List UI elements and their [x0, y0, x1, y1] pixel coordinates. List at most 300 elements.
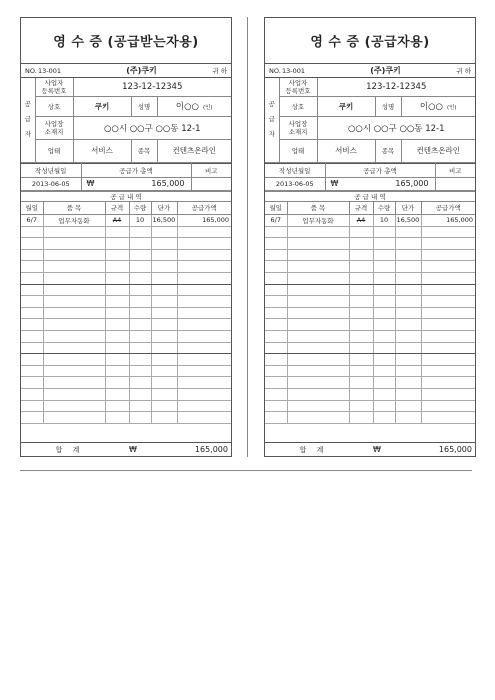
item-cell-2 — [349, 272, 373, 284]
item-row — [265, 215, 475, 227]
sum-row — [21, 442, 231, 456]
biz-name-label: 상호 — [279, 96, 317, 116]
item-cell-4 — [395, 412, 421, 424]
item-cell-1 — [287, 342, 349, 354]
item-cell-1 — [287, 400, 349, 412]
item-cell-0 — [265, 388, 287, 400]
item-cell-5 — [177, 272, 231, 284]
summary-table — [265, 163, 475, 191]
item-cell-4 — [395, 238, 421, 250]
address: ○○시 ○○구 ○○동 12-1 — [73, 116, 231, 139]
item-row — [21, 272, 231, 284]
item-cell-4 — [151, 261, 177, 273]
item-row — [265, 272, 475, 284]
item-row — [265, 249, 475, 261]
item-cell-3 — [373, 272, 395, 284]
item-cell-1 — [43, 342, 105, 354]
item-cell-0 — [265, 319, 287, 331]
total-col-header: 공급가 총액 — [81, 163, 191, 177]
item-cell-2 — [105, 272, 129, 284]
item-cell-2 — [105, 261, 129, 273]
item-cell-1 — [287, 377, 349, 389]
item-cell-5 — [421, 307, 475, 319]
item-cell-0 — [21, 400, 43, 412]
biz-item: 컨텐츠온라인 — [401, 139, 475, 162]
type-label: 업태 — [35, 139, 73, 162]
item-cell-3 — [129, 388, 151, 400]
item-cell-1 — [43, 249, 105, 261]
item-cell-1 — [287, 296, 349, 308]
item-cell-1 — [43, 296, 105, 308]
receipt-title: 영 수 증 (공급받는자용) — [21, 18, 231, 64]
item-cell-1 — [43, 388, 105, 400]
currency-symbol: ₩ — [86, 179, 95, 188]
reg-number: 123-12-12345 — [317, 78, 475, 96]
item-cell-0 — [21, 307, 43, 319]
items-col-header: 월일 — [265, 202, 287, 215]
item-cell-3 — [129, 226, 151, 238]
item-cell-4 — [151, 342, 177, 354]
note-col-header: 비고 — [435, 163, 475, 177]
items-table — [265, 202, 475, 424]
item-cell-4 — [395, 330, 421, 342]
item-cell-1: 업무자동화 — [287, 215, 349, 227]
reg-number: 123-12-12345 — [73, 78, 231, 96]
item-cell-4 — [151, 400, 177, 412]
item-row — [265, 377, 475, 389]
item-cell-0 — [21, 261, 43, 273]
address: ○○시 ○○구 ○○동 12-1 — [317, 116, 475, 139]
item-cell-1 — [287, 307, 349, 319]
item-cell-3: 10 — [129, 215, 151, 227]
item-row — [265, 296, 475, 308]
item-cell-3 — [129, 272, 151, 284]
item-row — [21, 377, 231, 389]
item-cell-0 — [21, 412, 43, 424]
addr-label: 사업장 소재지 — [279, 116, 317, 139]
item-cell-5 — [421, 342, 475, 354]
item-cell-4 — [151, 296, 177, 308]
item-cell-5 — [177, 296, 231, 308]
item-cell-2 — [349, 284, 373, 296]
sum-label: 합 계 — [55, 445, 84, 454]
item-cell-0 — [21, 342, 43, 354]
item-cell-0 — [21, 388, 43, 400]
item-cell-0 — [265, 238, 287, 250]
rep-label: 성명 — [131, 96, 157, 116]
item-cell-2 — [105, 319, 129, 331]
item-cell-3 — [373, 226, 395, 238]
item-cell-4 — [395, 226, 421, 238]
receipt-number: 13-001 — [282, 66, 306, 75]
currency-symbol: ₩ — [330, 179, 339, 188]
item-cell-0 — [265, 226, 287, 238]
receipt-title: 영 수 증 (공급자용) — [265, 18, 475, 64]
item-cell-1 — [287, 284, 349, 296]
item-cell-5 — [177, 365, 231, 377]
item-cell-2: A4 — [349, 215, 373, 227]
item-row — [265, 238, 475, 250]
item-row — [21, 284, 231, 296]
item-cell-0 — [265, 307, 287, 319]
item-cell-2 — [105, 307, 129, 319]
item-cell-0 — [21, 272, 43, 284]
item-cell-4 — [151, 307, 177, 319]
buyer-name: (주)쿠키 — [370, 66, 401, 75]
item-cell-1 — [287, 249, 349, 261]
item-cell-5 — [421, 272, 475, 284]
item-cell-3 — [129, 296, 151, 308]
receipt-left — [20, 17, 232, 457]
item-cell-5 — [177, 388, 231, 400]
item-cell-2 — [105, 226, 129, 238]
supplier-table — [21, 78, 231, 163]
item-cell-3 — [129, 342, 151, 354]
item-cell-4 — [395, 272, 421, 284]
item-cell-4 — [151, 377, 177, 389]
item-cell-2 — [105, 400, 129, 412]
item-row — [21, 365, 231, 377]
item-cell-2 — [105, 365, 129, 377]
item-cell-0 — [265, 354, 287, 366]
honorific: 귀 하 — [212, 67, 227, 75]
item-cell-0 — [265, 249, 287, 261]
item-cell-3 — [129, 365, 151, 377]
item-cell-0 — [21, 319, 43, 331]
item-cell-5 — [177, 412, 231, 424]
item-cell-5 — [421, 354, 475, 366]
item-cell-3 — [373, 249, 395, 261]
cut-line — [20, 470, 472, 471]
item-cell-3 — [373, 319, 395, 331]
buyer-name: (주)쿠키 — [126, 66, 157, 75]
item-cell-2 — [349, 388, 373, 400]
receipt-number-line — [265, 64, 475, 78]
items-col-header: 규격 — [105, 202, 129, 215]
item-cell-1 — [43, 354, 105, 366]
item-cell-4 — [151, 238, 177, 250]
total-amount: 165,000 — [151, 179, 185, 188]
item-cell-2 — [105, 342, 129, 354]
items-col-header: 단가 — [395, 202, 421, 215]
item-cell-3 — [373, 307, 395, 319]
item-cell-5 — [421, 261, 475, 273]
no-label: NO. — [269, 66, 281, 75]
items-col-header: 규격 — [349, 202, 373, 215]
issue-date: 2013-06-05 — [21, 177, 81, 190]
item-cell-2: A4 — [105, 215, 129, 227]
rep-name: 이○○ — [419, 102, 443, 112]
item-cell-5 — [177, 400, 231, 412]
item-row — [21, 249, 231, 261]
item-cell-4 — [151, 284, 177, 296]
item-cell-1 — [287, 330, 349, 342]
item-cell-4 — [151, 354, 177, 366]
item-row — [21, 307, 231, 319]
item-cell-2 — [349, 226, 373, 238]
item-cell-5 — [421, 226, 475, 238]
item-cell-4 — [395, 400, 421, 412]
item-cell-2 — [349, 354, 373, 366]
items-col-header: 수량 — [129, 202, 151, 215]
item-cell-3 — [129, 330, 151, 342]
items-col-header: 품 목 — [287, 202, 349, 215]
note-value — [191, 177, 231, 190]
center-divider — [247, 17, 248, 457]
item-cell-4 — [151, 319, 177, 331]
item-cell-3 — [129, 238, 151, 250]
item-cell-4 — [395, 388, 421, 400]
item-cell-0 — [21, 238, 43, 250]
items-table — [21, 202, 231, 424]
item-cell-1 — [287, 261, 349, 273]
item-cell-4 — [395, 377, 421, 389]
item-row — [21, 238, 231, 250]
item-cell-0 — [21, 284, 43, 296]
item-cell-2 — [105, 330, 129, 342]
biz-type: 서비스 — [73, 139, 131, 162]
item-cell-1 — [43, 272, 105, 284]
item-cell-4 — [151, 226, 177, 238]
item-cell-2 — [105, 238, 129, 250]
item-row — [265, 354, 475, 366]
date-col-header: 작성년월일 — [21, 163, 81, 177]
item-cell-1 — [43, 365, 105, 377]
item-cell-2 — [349, 261, 373, 273]
item-cell-3 — [373, 261, 395, 273]
item-cell-4 — [151, 249, 177, 261]
item-cell-5 — [177, 307, 231, 319]
item-row — [21, 342, 231, 354]
item-cell-2 — [105, 377, 129, 389]
item-cell-2 — [349, 319, 373, 331]
item-cell-0 — [265, 365, 287, 377]
item-cell-0 — [265, 296, 287, 308]
item-cell-3 — [373, 296, 395, 308]
item-cell-5 — [421, 330, 475, 342]
item-cell-3 — [373, 354, 395, 366]
items-col-header: 수량 — [373, 202, 395, 215]
item-cell-0 — [265, 342, 287, 354]
item-cell-0: 6/7 — [265, 215, 287, 227]
sum-amount: 165,000 — [438, 445, 472, 454]
items-col-header: 공급가액 — [177, 202, 231, 215]
supplier-label: 공 급 자 — [21, 78, 35, 162]
note-col-header: 비고 — [191, 163, 231, 177]
item-cell-1 — [43, 284, 105, 296]
item-cell-2 — [349, 377, 373, 389]
item-row — [265, 319, 475, 331]
item-row — [21, 412, 231, 424]
item-cell-0 — [21, 249, 43, 261]
item-row — [21, 296, 231, 308]
item-cell-0 — [21, 377, 43, 389]
item-cell-1 — [287, 226, 349, 238]
item-cell-2 — [105, 296, 129, 308]
item-cell-1 — [43, 226, 105, 238]
supplier-table — [265, 78, 475, 163]
item-cell-4 — [395, 307, 421, 319]
item-cell-1 — [43, 238, 105, 250]
item-cell-1 — [287, 238, 349, 250]
item-cell-1 — [43, 261, 105, 273]
item-row — [265, 284, 475, 296]
item-cell-5 — [177, 249, 231, 261]
item-row — [21, 226, 231, 238]
rep-name: 이○○ — [175, 102, 199, 112]
receipt-right — [264, 17, 476, 457]
sum-amount: 165,000 — [194, 445, 228, 454]
item-cell-3 — [129, 307, 151, 319]
biz-name: 쿠키 — [317, 96, 375, 116]
item-cell-1 — [43, 400, 105, 412]
issue-date: 2013-06-05 — [265, 177, 325, 190]
item-cell-2 — [105, 284, 129, 296]
rep-cell — [401, 96, 475, 116]
item-cell-4 — [395, 296, 421, 308]
item-cell-3 — [129, 319, 151, 331]
total-col-header: 공급가 총액 — [325, 163, 435, 177]
item-cell-3 — [129, 400, 151, 412]
item-cell-5: 165,000 — [177, 215, 231, 227]
item-cell-1 — [287, 365, 349, 377]
item-row — [21, 261, 231, 273]
item-cell-1 — [287, 272, 349, 284]
item-cell-0 — [265, 412, 287, 424]
item-label: 종목 — [131, 139, 157, 162]
item-cell-3 — [373, 377, 395, 389]
item-cell-3 — [129, 249, 151, 261]
item-cell-2 — [349, 296, 373, 308]
sum-label: 합 계 — [299, 445, 328, 454]
item-cell-0 — [21, 354, 43, 366]
item-cell-5 — [421, 296, 475, 308]
item-cell-2 — [105, 249, 129, 261]
item-cell-3 — [129, 412, 151, 424]
item-cell-2 — [349, 412, 373, 424]
item-cell-1 — [287, 319, 349, 331]
item-cell-3 — [373, 342, 395, 354]
item-cell-5 — [421, 365, 475, 377]
item-cell-3 — [373, 388, 395, 400]
biz-item: 컨텐츠온라인 — [157, 139, 231, 162]
item-cell-2 — [349, 330, 373, 342]
item-cell-4 — [395, 319, 421, 331]
item-cell-5 — [177, 226, 231, 238]
items-col-header: 공급가액 — [421, 202, 475, 215]
sum-currency: ₩ — [373, 445, 381, 454]
summary-table — [21, 163, 231, 191]
item-cell-3: 10 — [373, 215, 395, 227]
item-row — [265, 412, 475, 424]
item-row — [265, 342, 475, 354]
item-cell-5 — [177, 342, 231, 354]
item-row — [21, 319, 231, 331]
reg-label: 사업자 등록번호 — [35, 78, 73, 96]
item-row — [21, 388, 231, 400]
item-cell-5 — [421, 400, 475, 412]
item-cell-4 — [395, 284, 421, 296]
item-cell-4 — [395, 261, 421, 273]
sum-currency: ₩ — [129, 445, 137, 454]
item-cell-5 — [421, 284, 475, 296]
rep-cell — [157, 96, 231, 116]
item-cell-3 — [129, 377, 151, 389]
total-amount: 165,000 — [395, 179, 429, 188]
item-cell-5 — [421, 388, 475, 400]
receipt-number: 13-001 — [38, 66, 62, 75]
item-cell-0: 6/7 — [21, 215, 43, 227]
item-cell-0 — [21, 330, 43, 342]
item-cell-5 — [421, 238, 475, 250]
note-value — [435, 177, 475, 190]
addr-label: 사업장 소재지 — [35, 116, 73, 139]
item-cell-4 — [151, 388, 177, 400]
item-cell-5 — [177, 319, 231, 331]
reg-label: 사업자 등록번호 — [279, 78, 317, 96]
rep-label: 성명 — [375, 96, 401, 116]
item-cell-4 — [151, 272, 177, 284]
item-cell-3 — [373, 238, 395, 250]
item-cell-0 — [21, 296, 43, 308]
item-cell-0 — [21, 226, 43, 238]
item-cell-0 — [265, 272, 287, 284]
item-cell-0 — [265, 261, 287, 273]
item-cell-0 — [265, 330, 287, 342]
item-cell-3 — [373, 400, 395, 412]
item-cell-5 — [177, 354, 231, 366]
biz-name-label: 상호 — [35, 96, 73, 116]
item-cell-5 — [421, 377, 475, 389]
section-title: 공 급 내 역 — [21, 191, 231, 202]
honorific: 귀 하 — [456, 67, 471, 75]
item-cell-5: 165,000 — [421, 215, 475, 227]
item-cell-2 — [349, 238, 373, 250]
item-cell-2 — [105, 412, 129, 424]
biz-type: 서비스 — [317, 139, 375, 162]
item-cell-5 — [177, 238, 231, 250]
item-cell-2 — [105, 388, 129, 400]
item-cell-3 — [129, 284, 151, 296]
item-cell-1 — [43, 330, 105, 342]
no-label: NO. — [25, 66, 37, 75]
item-cell-3 — [373, 365, 395, 377]
item-row — [21, 215, 231, 227]
item-cell-5 — [177, 261, 231, 273]
sum-row — [265, 442, 475, 456]
items-col-header: 단가 — [151, 202, 177, 215]
item-cell-1 — [43, 412, 105, 424]
item-cell-4 — [395, 342, 421, 354]
items-col-header: 월일 — [21, 202, 43, 215]
item-cell-5 — [177, 330, 231, 342]
item-cell-5 — [177, 377, 231, 389]
biz-name: 쿠키 — [73, 96, 131, 116]
items-col-header: 품 목 — [43, 202, 105, 215]
item-row — [265, 388, 475, 400]
item-cell-3 — [373, 330, 395, 342]
item-cell-0 — [265, 284, 287, 296]
item-cell-3 — [129, 261, 151, 273]
item-cell-4 — [151, 412, 177, 424]
item-row — [265, 330, 475, 342]
date-col-header: 작성년월일 — [265, 163, 325, 177]
item-row — [21, 330, 231, 342]
item-cell-1: 업무자동화 — [43, 215, 105, 227]
item-cell-4 — [151, 365, 177, 377]
item-label: 종목 — [375, 139, 401, 162]
type-label: 업태 — [279, 139, 317, 162]
